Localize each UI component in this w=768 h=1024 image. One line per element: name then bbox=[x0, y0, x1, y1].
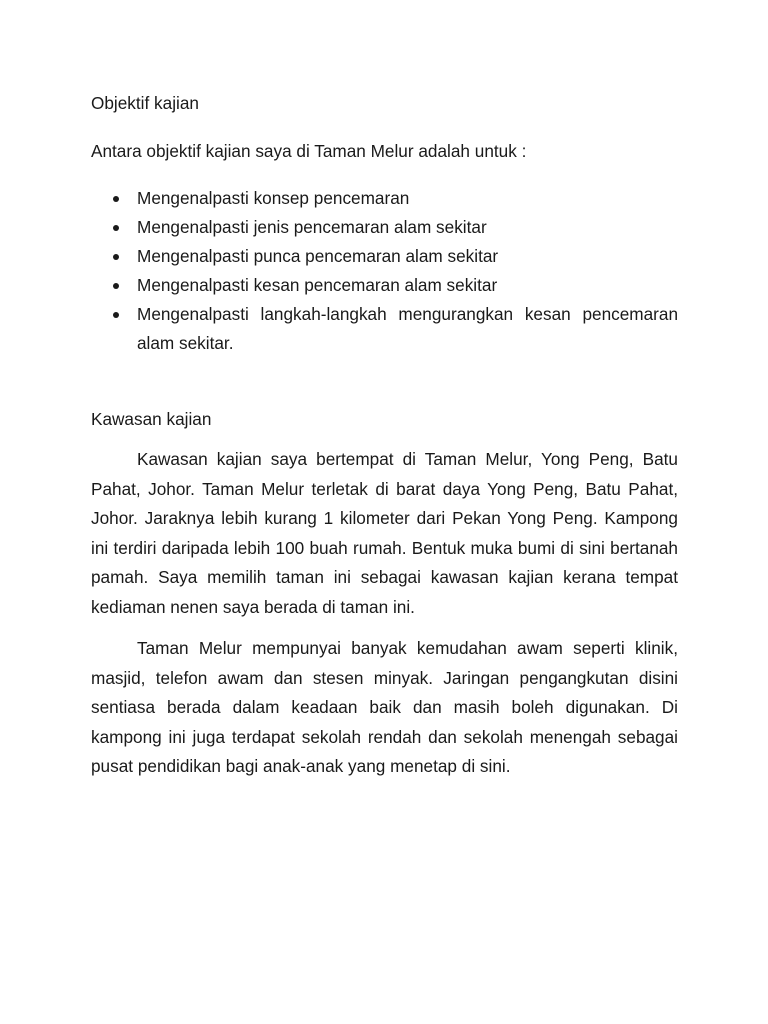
section-spacer bbox=[91, 358, 678, 406]
bullet-icon bbox=[113, 196, 119, 202]
list-item bbox=[91, 184, 678, 213]
bullet-icon bbox=[113, 254, 119, 260]
document-content bbox=[91, 90, 678, 782]
bullet-icon bbox=[113, 312, 119, 318]
area-paragraph-2: Taman Melur mempunyai banyak kemudahan awam seperti klinik, masjid, telefon awam dan stesen minyak. Jaringan pengangkutan disini sentiasa berada dalam keadaan baik dan masih boleh digunakan. Di kampong ini juga terdapat sekolah rendah dan sekolah menengah sebagai pusat pendidikan bagi anak-anak yang menetap di sini. bbox=[91, 638, 678, 776]
area-paragraph-1: Kawasan kajian saya bertempat di Taman Melur, Yong Peng, Batu Pahat, Johor. Taman Melur terletak di barat daya Yong Peng, Batu Pahat, Johor. Jaraknya lebih kurang 1 kilometer dari Pekan Yong Peng. Kampong ini terdiri daripada lebih 100 buah rumah. Bentuk muka bumi di sini bertanah pamah. Saya memilih taman ini sebagai kawasan kajian kerana tempat kediaman nenen saya berada di taman ini. bbox=[91, 449, 678, 617]
list-item bbox=[91, 242, 678, 271]
list-item-text: Mengenalpasti jenis pencemaran alam sekitar bbox=[137, 217, 487, 237]
list-item-text: Mengenalpasti punca pencemaran alam sekitar bbox=[137, 246, 499, 266]
list-item bbox=[91, 300, 678, 358]
objective-intro: Antara objektif kajian saya di Taman Melur adalah untuk : bbox=[91, 141, 527, 161]
list-item-text: Mengenalpasti kesan pencemaran alam sekitar bbox=[137, 275, 498, 295]
list-item-text: Mengenalpasti langkah-langkah mengurangkan kesan pencemaran alam sekitar. bbox=[137, 304, 678, 353]
list-item bbox=[91, 271, 678, 300]
area-heading: Kawasan kajian bbox=[91, 409, 212, 429]
objective-heading: Objektif kajian bbox=[91, 93, 199, 113]
list-item-text: Mengenalpasti konsep pencemaran bbox=[137, 188, 410, 208]
bullet-icon bbox=[113, 283, 119, 289]
bullet-icon bbox=[113, 225, 119, 231]
objective-list bbox=[91, 184, 678, 358]
list-item bbox=[91, 213, 678, 242]
